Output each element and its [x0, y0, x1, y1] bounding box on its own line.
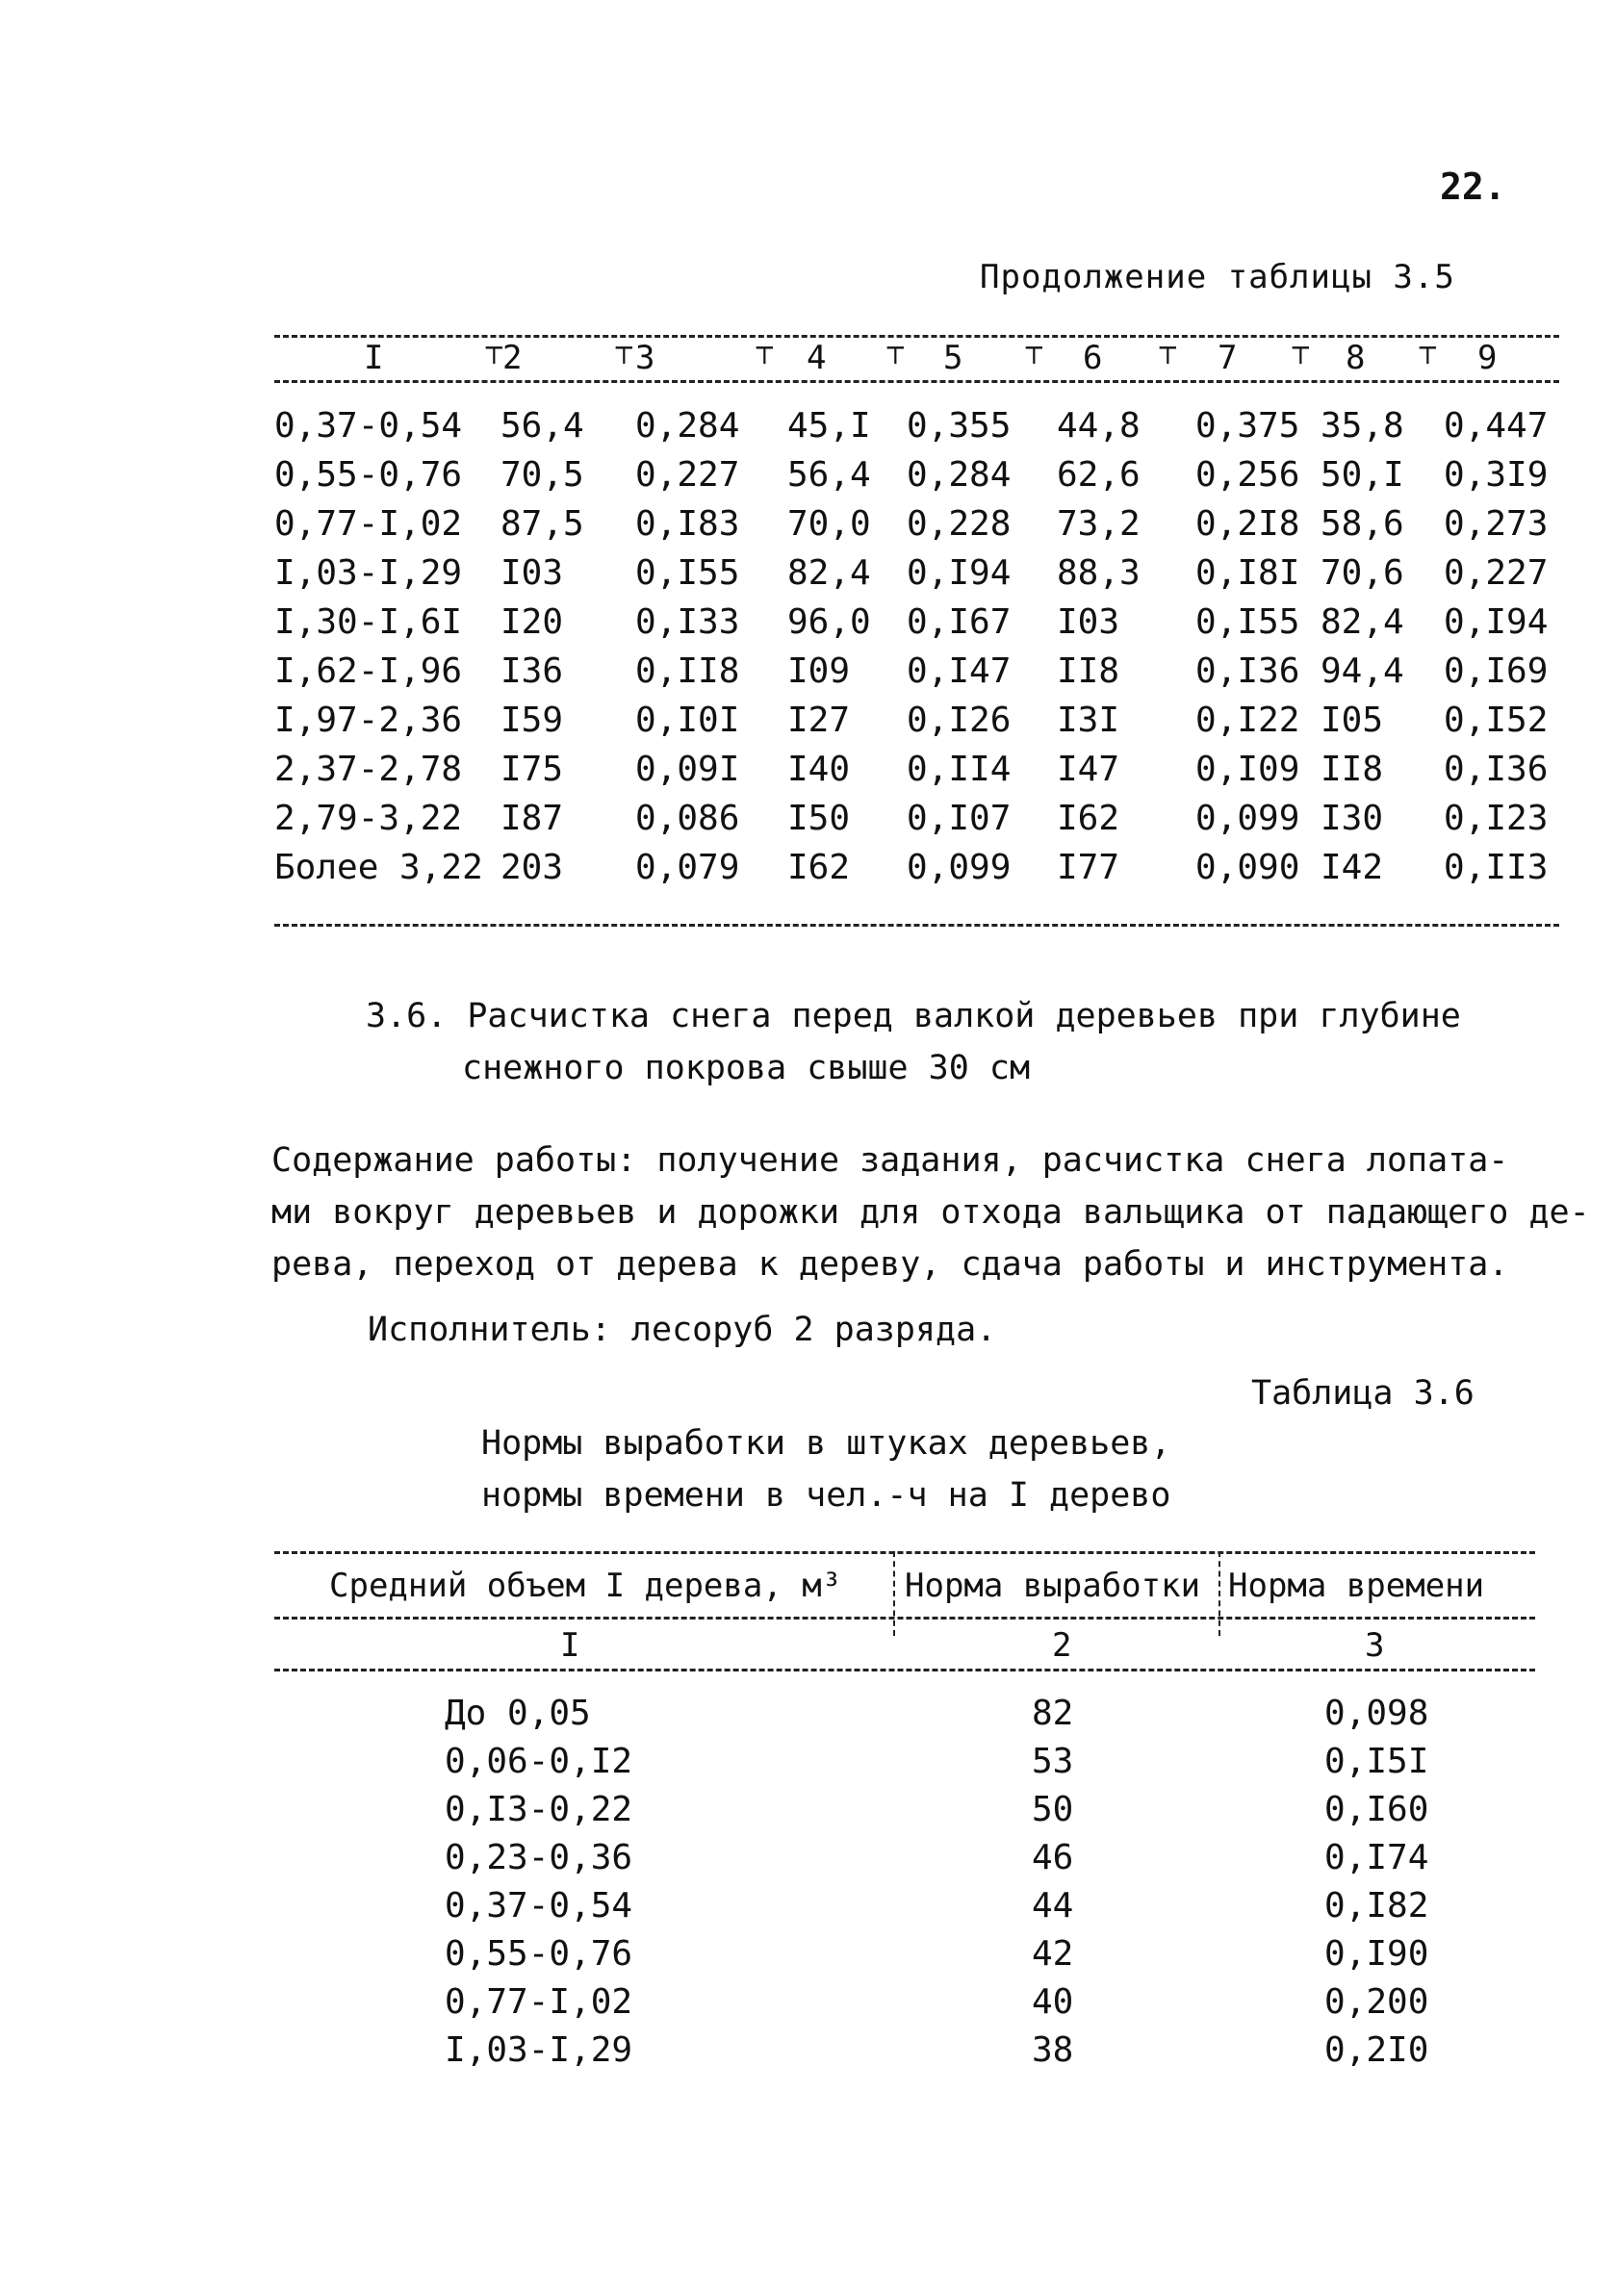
- table-cell: I,03-I,29: [445, 2030, 633, 2070]
- table-cell: 0,06-0,I2: [445, 1742, 633, 1781]
- table-cell: 87,5: [500, 504, 584, 544]
- table-cell: 0,I94: [907, 553, 1012, 593]
- table-cell: 0,37-0,54: [274, 406, 463, 446]
- col-header-time: Норма времени: [1228, 1567, 1485, 1605]
- table-mid-rule: [274, 1617, 1535, 1620]
- table-cell: 0,228: [907, 504, 1012, 544]
- col-header: 5: [943, 339, 963, 377]
- table-cell: I,03-I,29: [274, 553, 463, 593]
- table-top-rule: [274, 1551, 1535, 1554]
- table-cell: 0,I22: [1195, 701, 1300, 740]
- table-cell: 0,09I: [635, 750, 740, 789]
- col-header: I: [364, 339, 384, 377]
- table-cell: I3I: [1057, 701, 1120, 740]
- table-cell: 0,77-I,02: [274, 504, 463, 544]
- table-cell: 0,284: [635, 406, 740, 446]
- table-caption: Нормы выработки в штуках деревьев,: [481, 1424, 1171, 1463]
- table-cell: I62: [1057, 799, 1120, 838]
- table-cell: 70,6: [1321, 553, 1404, 593]
- content-line: рева, переход от дерева к дереву, сдача работы и инструмента.: [271, 1245, 1509, 1284]
- table-cell: I62: [787, 848, 851, 887]
- table-cell: I50: [787, 799, 851, 838]
- table-cell: I03: [1057, 602, 1120, 642]
- col-header: 9: [1477, 339, 1498, 377]
- table-cell: 50: [1032, 1790, 1074, 1829]
- table-cell: 0,I09: [1195, 750, 1300, 789]
- table-cell: 0,55-0,76: [445, 1934, 633, 1974]
- table-cell: 73,2: [1057, 504, 1141, 544]
- table-cell: 203: [500, 848, 564, 887]
- table-cell: 70,5: [500, 455, 584, 495]
- table-cell: 0,I26: [907, 701, 1012, 740]
- table-header-rule: [274, 1669, 1535, 1671]
- table-cell: 0,II4: [907, 750, 1012, 789]
- table-cell: I75: [500, 750, 564, 789]
- content-line: ми вокруг деревьев и дорожки для отхода вальщика от падающего де-: [271, 1193, 1590, 1232]
- table-cell: II8: [1057, 651, 1120, 691]
- table-cell: 38: [1032, 2030, 1074, 2070]
- table-cell: 0,I07: [907, 799, 1012, 838]
- table-cell: 0,I82: [1324, 1886, 1429, 1926]
- table-caption-line2: нормы времени в чел.-ч на I дерево: [481, 1476, 1171, 1515]
- table-cell: 0,355: [907, 406, 1012, 446]
- table-cell: 2,79-3,22: [274, 799, 463, 838]
- table-cell: До 0,05: [445, 1694, 591, 1733]
- table-cell: 0,200: [1324, 1982, 1429, 2022]
- col-header: 2: [502, 339, 523, 377]
- table-cell: 0,I8I: [1195, 553, 1300, 593]
- table-cell: 96,0: [787, 602, 871, 642]
- table-cell: 58,6: [1321, 504, 1404, 544]
- table-cell: 0,447: [1444, 406, 1549, 446]
- table-cell: 0,II8: [635, 651, 740, 691]
- col-header-output: Норма выработки: [905, 1567, 1201, 1605]
- table-cell: I09: [787, 651, 851, 691]
- table-cell: 45,I: [787, 406, 871, 446]
- table-cell: 56,4: [500, 406, 584, 446]
- table-cell: 0,I3-0,22: [445, 1790, 633, 1829]
- col-header: 4: [807, 339, 827, 377]
- table-cell: 0,77-I,02: [445, 1982, 633, 2022]
- table-top-rule: [274, 335, 1559, 338]
- table-label: Таблица 3.6: [1251, 1374, 1475, 1413]
- table-cell: 0,II3: [1444, 848, 1549, 887]
- section-title: 3.6. Расчистка снега перед валкой деревьев при глубине: [366, 997, 1461, 1035]
- col-header: 8: [1346, 339, 1366, 377]
- table-cell: 40: [1032, 1982, 1074, 2022]
- table-cell: 0,099: [1195, 799, 1300, 838]
- table-cell: I59: [500, 701, 564, 740]
- table-cell: 82,4: [1321, 602, 1404, 642]
- table-cell: 0,3I9: [1444, 455, 1549, 495]
- table-cell: 0,I94: [1444, 602, 1549, 642]
- table-cell: 0,I36: [1195, 651, 1300, 691]
- table-cell: 0,256: [1195, 455, 1300, 495]
- table-cell: I47: [1057, 750, 1120, 789]
- table-cell: I40: [787, 750, 851, 789]
- table-cell: 0,I55: [635, 553, 740, 593]
- table-cell: 94,4: [1321, 651, 1404, 691]
- table-cell: 0,I90: [1324, 1934, 1429, 1974]
- table-cell: 0,098: [1324, 1694, 1429, 1733]
- table-cell: 0,I60: [1324, 1790, 1429, 1829]
- col-number: I: [560, 1626, 580, 1665]
- table-cell: 0,I69: [1444, 651, 1549, 691]
- table-cell: 62,6: [1057, 455, 1141, 495]
- table-cell: 70,0: [787, 504, 871, 544]
- table-cell: I42: [1321, 848, 1384, 887]
- col-header: 3: [635, 339, 655, 377]
- table-cell: 0,227: [635, 455, 740, 495]
- table-cell: 0,55-0,76: [274, 455, 463, 495]
- table-cell: I,30-I,6I: [274, 602, 463, 642]
- table-cell: I,62-I,96: [274, 651, 463, 691]
- table-cell: 0,375: [1195, 406, 1300, 446]
- table-cell: 0,I83: [635, 504, 740, 544]
- table-cell: 0,I74: [1324, 1838, 1429, 1877]
- table-continuation-label: Продолжение таблицы 3.5: [980, 258, 1455, 296]
- table-cell: I87: [500, 799, 564, 838]
- table-cell: 0,I0I: [635, 701, 740, 740]
- table-cell: 0,I23: [1444, 799, 1549, 838]
- table-cell: 0,23-0,36: [445, 1838, 633, 1877]
- table-cell: 0,I36: [1444, 750, 1549, 789]
- page-number: 22.: [1440, 166, 1506, 208]
- table-cell: II8: [1321, 750, 1384, 789]
- table-cell: 2,37-2,78: [274, 750, 463, 789]
- table-cell: 82: [1032, 1694, 1074, 1733]
- table-cell: 0,273: [1444, 504, 1549, 544]
- table-cell: 46: [1032, 1838, 1074, 1877]
- table-cell: 44,8: [1057, 406, 1141, 446]
- table-cell: 0,37-0,54: [445, 1886, 633, 1926]
- table-cell: 0,I47: [907, 651, 1012, 691]
- table-cell: 0,I52: [1444, 701, 1549, 740]
- table-cell: 0,I5I: [1324, 1742, 1429, 1781]
- table-cell: 0,090: [1195, 848, 1300, 887]
- section-title-line2: снежного покрова свыше 30 см: [462, 1049, 1031, 1087]
- table-cell: 0,079: [635, 848, 740, 887]
- table-cell: 35,8: [1321, 406, 1404, 446]
- table-cell: 0,I67: [907, 602, 1012, 642]
- col-header: 6: [1083, 339, 1103, 377]
- table-cell: I05: [1321, 701, 1384, 740]
- table-cell: I36: [500, 651, 564, 691]
- table-cell: 0,2I8: [1195, 504, 1300, 544]
- table-cell: 56,4: [787, 455, 871, 495]
- table-cell: I27: [787, 701, 851, 740]
- table-cell: 0,284: [907, 455, 1012, 495]
- table-cell: 44: [1032, 1886, 1074, 1926]
- table-cell: Более 3,22: [274, 848, 483, 887]
- table-cell: I77: [1057, 848, 1120, 887]
- table-cell: I20: [500, 602, 564, 642]
- table-bottom-rule: [274, 924, 1559, 927]
- table-cell: 0,I33: [635, 602, 740, 642]
- table-cell: 53: [1032, 1742, 1074, 1781]
- col-header: 7: [1218, 339, 1238, 377]
- col-number: 2: [1052, 1626, 1072, 1665]
- performer-line: Исполнитель: лесоруб 2 разряда.: [368, 1311, 997, 1349]
- table-cell: 82,4: [787, 553, 871, 593]
- col-number: 3: [1365, 1626, 1385, 1665]
- table-cell: I03: [500, 553, 564, 593]
- table-cell: 0,099: [907, 848, 1012, 887]
- table-cell: 50,I: [1321, 455, 1404, 495]
- table-cell: 0,227: [1444, 553, 1549, 593]
- table-cell: 0,I55: [1195, 602, 1300, 642]
- col-header-volume: Средний объем I дерева, м³: [329, 1567, 842, 1605]
- content-line: Содержание работы: получение задания, расчистка снега лопата-: [271, 1141, 1509, 1180]
- table-cell: 42: [1032, 1934, 1074, 1974]
- table-cell: I,97-2,36: [274, 701, 463, 740]
- table-cell: 0,086: [635, 799, 740, 838]
- table-cell: I30: [1321, 799, 1384, 838]
- table-cell: 0,2I0: [1324, 2030, 1429, 2070]
- table-header-rule: [274, 380, 1559, 383]
- table-cell: 88,3: [1057, 553, 1141, 593]
